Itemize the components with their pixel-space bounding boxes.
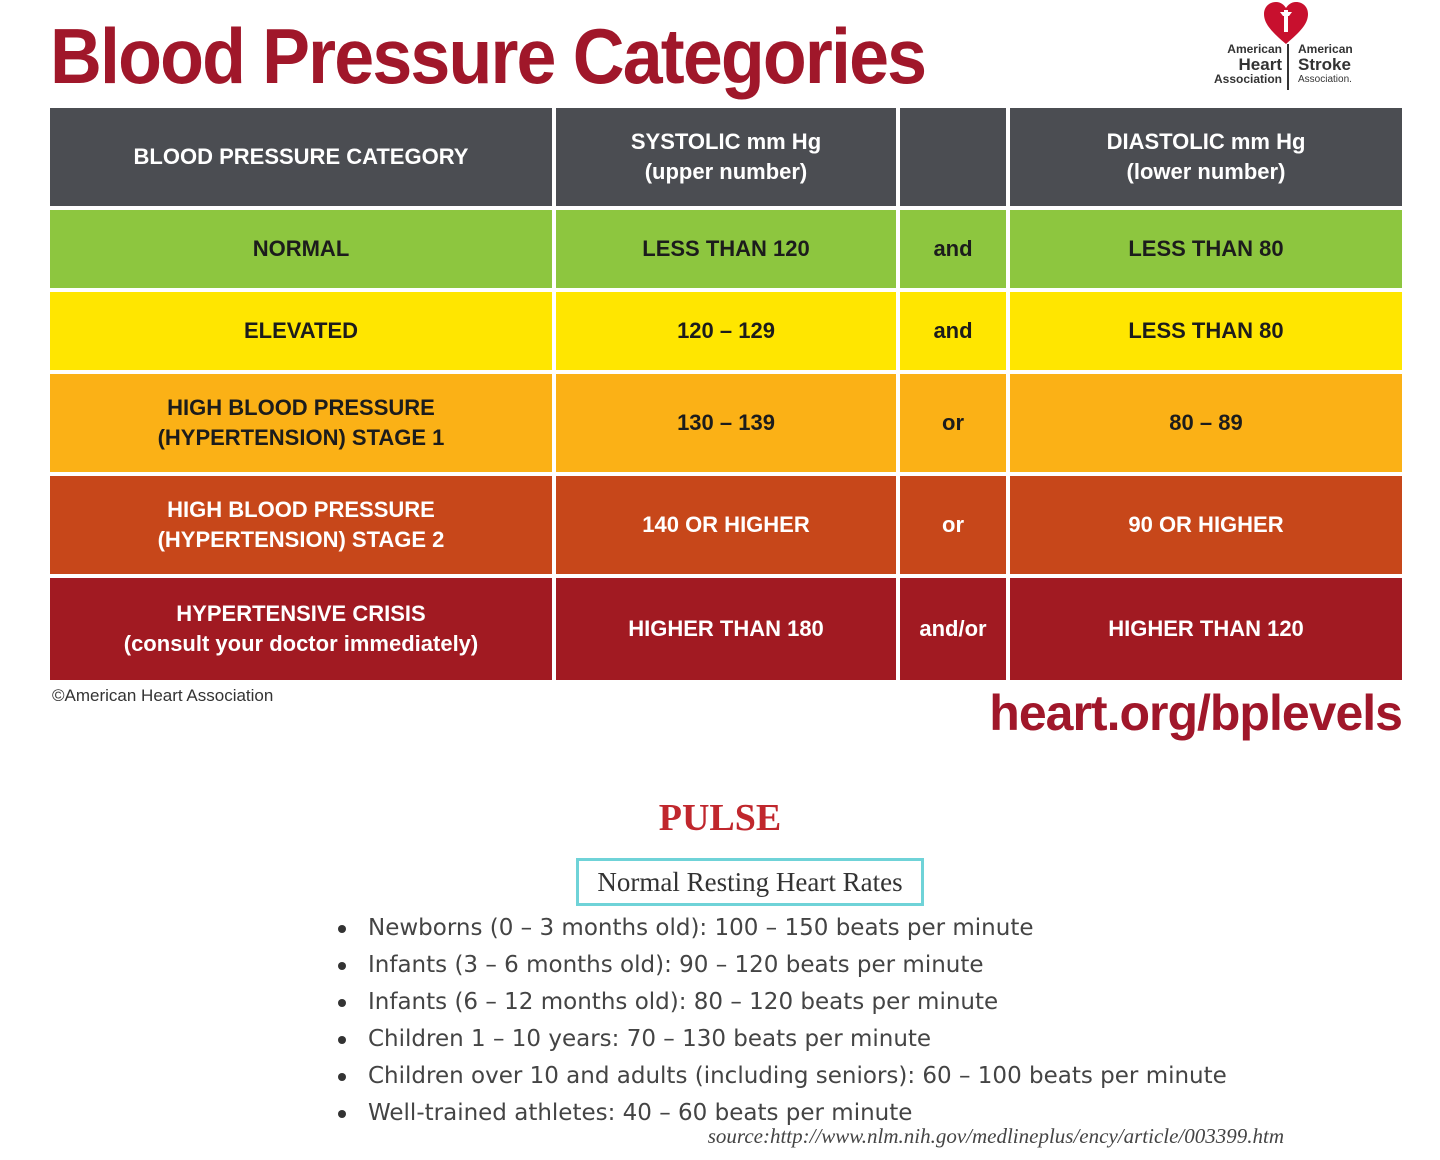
header-category: BLOOD PRESSURE CATEGORY bbox=[50, 108, 556, 210]
blood-pressure-table bbox=[50, 108, 1402, 680]
logo-divider bbox=[1287, 44, 1289, 90]
list-item: Infants (3 – 6 months old): 90 – 120 beats per minute bbox=[336, 945, 1227, 982]
list-item: Infants (6 – 12 months old): 80 – 120 beats per minute bbox=[336, 982, 1227, 1019]
heart-torch-icon bbox=[1262, 0, 1310, 46]
row-normal-diastolic: LESS THAN 80 bbox=[1010, 210, 1402, 292]
row-stage1-diastolic: 80 – 89 bbox=[1010, 374, 1402, 476]
row-crisis-systolic: HIGHER THAN 180 bbox=[556, 578, 900, 680]
row-stage1-category: HIGH BLOOD PRESSURE (HYPERTENSION) STAGE 1 bbox=[50, 374, 556, 476]
row-normal-systolic: LESS THAN 120 bbox=[556, 210, 900, 292]
list-item: Well-trained athletes: 40 – 60 beats per minute bbox=[336, 1093, 1227, 1130]
header-systolic: SYSTOLIC mm Hg (upper number) bbox=[556, 108, 900, 210]
row-elevated-connector: and bbox=[900, 292, 1010, 374]
row-normal-connector: and bbox=[900, 210, 1010, 292]
header-diastolic: DIASTOLIC mm Hg (lower number) bbox=[1010, 108, 1402, 210]
row-stage1-systolic: 130 – 139 bbox=[556, 374, 900, 476]
bplevels-link[interactable]: heart.org/bplevels bbox=[989, 685, 1402, 741]
row-elevated-diastolic: LESS THAN 80 bbox=[1010, 292, 1402, 374]
row-elevated-systolic: 120 – 129 bbox=[556, 292, 900, 374]
header-connector bbox=[900, 108, 1010, 210]
page-title: Blood Pressure Categories bbox=[50, 12, 926, 100]
logo-aha-text: American Heart Association bbox=[1213, 42, 1282, 86]
list-item: Children 1 – 10 years: 70 – 130 beats per minute bbox=[336, 1019, 1227, 1056]
row-stage2-diastolic: 90 OR HIGHER bbox=[1010, 476, 1402, 578]
source-citation[interactable]: source:http://www.nlm.nih.gov/medlineplus/ency/article/003399.htm bbox=[707, 1124, 1284, 1148]
row-stage2-connector: or bbox=[900, 476, 1010, 578]
row-normal-category: NORMAL bbox=[50, 210, 556, 292]
row-stage2-systolic: 140 OR HIGHER bbox=[556, 476, 900, 578]
row-crisis-diastolic: HIGHER THAN 120 bbox=[1010, 578, 1402, 680]
bullet-icon bbox=[338, 1036, 346, 1044]
bullet-icon bbox=[338, 962, 346, 970]
list-item: Newborns (0 – 3 months old): 100 – 150 beats per minute bbox=[336, 908, 1227, 945]
resting-heart-rates-label: Normal Resting Heart Rates bbox=[576, 858, 924, 906]
copyright-text: ©American Heart Association bbox=[52, 686, 274, 705]
bullet-icon bbox=[338, 1073, 346, 1081]
row-crisis-connector: and/or bbox=[900, 578, 1010, 680]
aha-asa-logo bbox=[1190, 0, 1400, 98]
bullet-icon bbox=[338, 925, 346, 933]
row-stage2-category: HIGH BLOOD PRESSURE (HYPERTENSION) STAGE 2 bbox=[50, 476, 556, 578]
row-elevated-category: ELEVATED bbox=[50, 292, 556, 374]
list-item: Children over 10 and adults (including seniors): 60 – 100 beats per minute bbox=[336, 1056, 1227, 1093]
row-stage1-connector: or bbox=[900, 374, 1010, 476]
bullet-icon bbox=[338, 1110, 346, 1118]
row-crisis-category: HYPERTENSIVE CRISIS (consult your doctor immediately) bbox=[50, 578, 556, 680]
logo-asa-text: American Stroke Association. bbox=[1298, 42, 1353, 85]
pulse-heading: PULSE bbox=[658, 797, 782, 839]
heart-rate-list bbox=[336, 908, 1227, 1130]
bullet-icon bbox=[338, 999, 346, 1007]
